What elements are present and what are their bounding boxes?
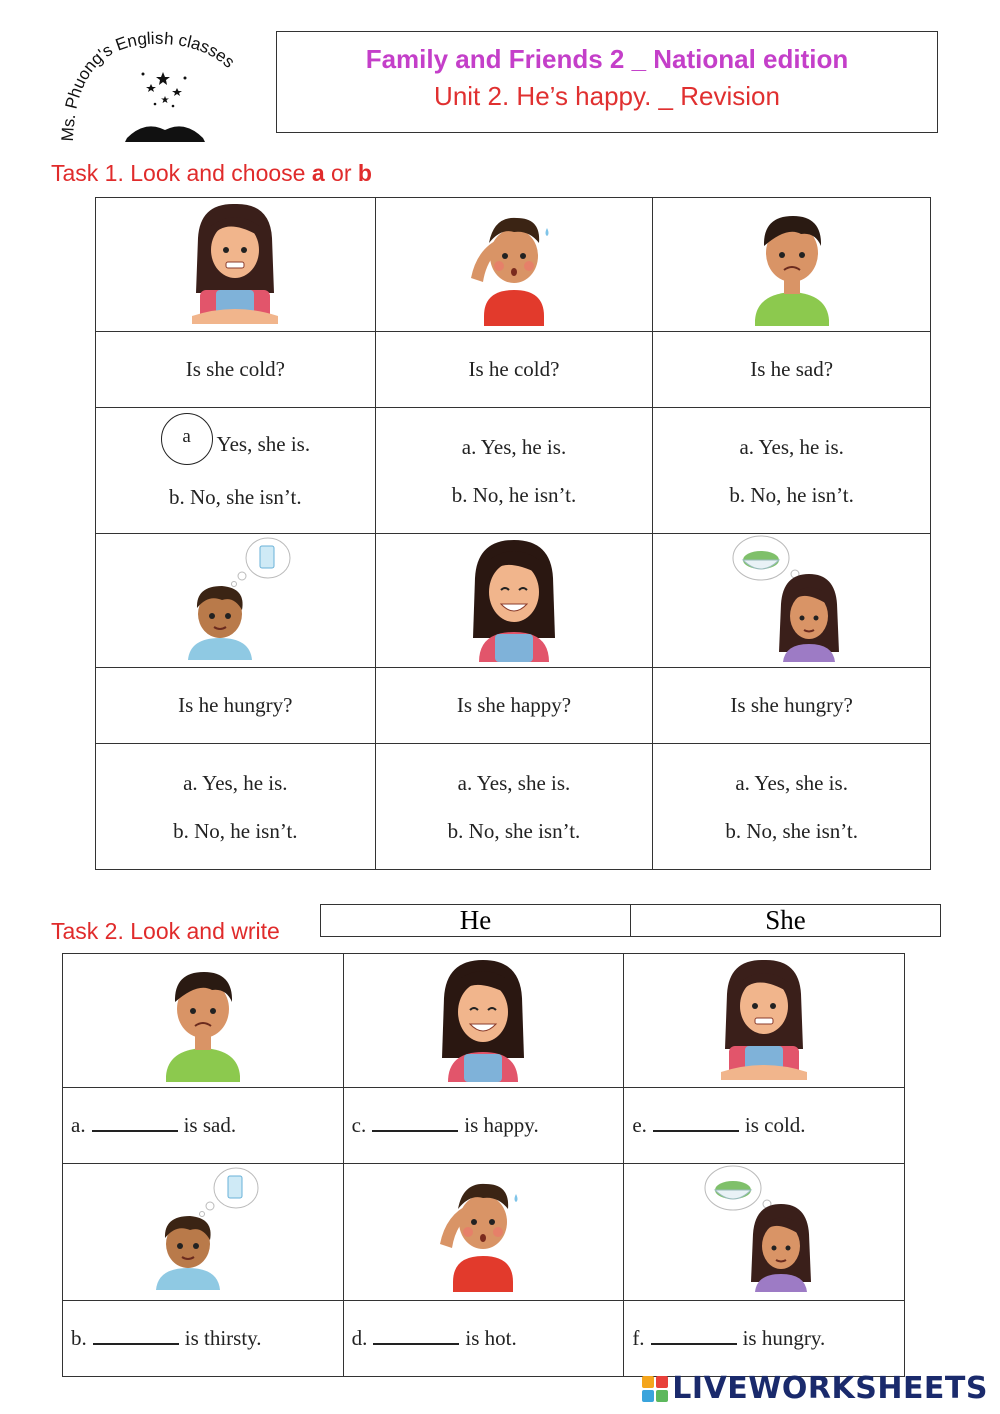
question: Is she happy?: [375, 668, 653, 744]
answer-blank[interactable]: [372, 1116, 458, 1132]
liveworksheets-logo-icon: [642, 1376, 668, 1402]
answer-option-a[interactable]: a. Yes, he is.: [461, 434, 567, 459]
item-text: is sad.: [183, 1113, 237, 1137]
boy-sad-illustration: [727, 198, 857, 328]
question: Is she hungry?: [653, 668, 931, 744]
answer-cell: [375, 408, 653, 534]
task1-title-a: a: [311, 160, 325, 186]
question: Is he sad?: [653, 332, 931, 408]
answer-option-b[interactable]: b. No, he isn’t.: [173, 818, 298, 843]
answer-option-a[interactable]: a. Yes, she is.: [457, 770, 571, 795]
item-letter: a.: [71, 1113, 86, 1137]
item-text: is thirsty.: [184, 1326, 262, 1350]
item-text: is hungry.: [742, 1326, 826, 1350]
task1-title: [51, 160, 372, 187]
picture-cell: [343, 1164, 624, 1301]
item-text: is cold.: [744, 1113, 806, 1137]
answer-circle[interactable]: a: [161, 413, 213, 465]
item-letter: e.: [632, 1113, 647, 1137]
answer-cell: [653, 744, 931, 870]
item-text: is happy.: [464, 1113, 539, 1137]
girl-happy-illustration: [449, 534, 579, 664]
fill-in-item: [624, 1301, 905, 1377]
answer-option-b[interactable]: b. No, she isn’t.: [725, 818, 858, 843]
fill-in-item: [63, 1301, 344, 1377]
boy-sad-illustration: [138, 954, 268, 1084]
answer-option-a[interactable]: [96, 420, 375, 472]
item-letter: f.: [632, 1326, 645, 1350]
svg-text:Ms. Phuong's English classes: [58, 30, 238, 142]
girl-cold-illustration: [699, 954, 829, 1084]
picture-cell: [375, 534, 653, 668]
logo: [55, 30, 270, 145]
picture-cell: [63, 954, 344, 1088]
question: Is he cold?: [375, 332, 653, 408]
picture-cell: [96, 198, 376, 332]
answer-cell: [653, 408, 931, 534]
picture-cell: [343, 954, 624, 1088]
footer-brand-text: LIVEWORKSHEETS: [672, 1371, 988, 1406]
answer-option-b[interactable]: b. No, she isn’t.: [169, 484, 302, 509]
picture-cell: [375, 198, 653, 332]
answer-option-a[interactable]: a. Yes, he is.: [183, 770, 288, 795]
task1-grid: [95, 197, 931, 870]
answer-option-a[interactable]: a. Yes, he is.: [739, 434, 844, 459]
boy-thirsty-illustration: [170, 534, 300, 664]
word-bank-he[interactable]: He: [321, 905, 631, 937]
fill-in-item: [343, 1301, 624, 1377]
answer-blank[interactable]: [653, 1116, 739, 1132]
picture-cell: [653, 198, 931, 332]
picture-cell: [653, 534, 931, 668]
answer-cell: [96, 744, 376, 870]
item-text: is hot.: [465, 1326, 517, 1350]
worksheet-title: Family and Friends 2 _ National edition: [365, 44, 849, 74]
open-book-stars-icon: [55, 30, 270, 145]
picture-cell: [624, 1164, 905, 1301]
item-letter: d.: [351, 1326, 368, 1350]
logo-text: Ms. Phuong's English classes: [57, 30, 239, 142]
task2-grid: [62, 953, 905, 1377]
fill-in-item: [343, 1088, 624, 1164]
answer-option-b[interactable]: b. No, he isn’t.: [451, 482, 577, 507]
answer-blank[interactable]: [651, 1329, 737, 1345]
question: Is he hungry?: [96, 668, 376, 744]
answer-option-b[interactable]: b. No, she isn’t.: [447, 818, 581, 843]
boy-hot-illustration: [418, 1164, 548, 1294]
question: Is she cold?: [96, 332, 376, 408]
boy-hot-illustration: [449, 198, 579, 328]
girl-happy-illustration: [418, 954, 548, 1084]
answer-blank[interactable]: [93, 1329, 179, 1345]
girl-hungry-illustration: [699, 1164, 829, 1294]
answer-option-a[interactable]: a. Yes, she is.: [735, 770, 848, 795]
word-bank-she[interactable]: She: [631, 905, 941, 937]
item-letter: b.: [71, 1326, 87, 1350]
word-bank: [320, 904, 941, 937]
task1-title-or: or: [324, 160, 358, 186]
answer-blank[interactable]: [373, 1329, 459, 1345]
fill-in-item: [624, 1088, 905, 1164]
picture-cell: [624, 954, 905, 1088]
task2-title: Task 2. Look and write: [51, 918, 280, 944]
answer-blank[interactable]: [92, 1116, 178, 1132]
girl-hungry-illustration: [727, 534, 857, 664]
picture-cell: [63, 1164, 344, 1301]
worksheet-subtitle: Unit 2. He’s happy. _ Revision: [434, 81, 780, 111]
answer-cell: [375, 744, 653, 870]
answer-a-text: Yes, she is.: [216, 432, 311, 457]
answer-option-b[interactable]: b. No, he isn’t.: [729, 482, 854, 507]
footer-brand[interactable]: [642, 1371, 988, 1406]
boy-thirsty-illustration: [138, 1164, 268, 1294]
answer-cell: [96, 408, 376, 534]
picture-cell: [96, 534, 376, 668]
item-letter: c.: [351, 1113, 367, 1137]
title-box: [276, 31, 938, 133]
fill-in-item: [63, 1088, 344, 1164]
girl-cold-illustration: [170, 198, 300, 328]
task1-title-b: b: [357, 160, 372, 186]
task1-title-text: Task 1. Look and choose: [51, 160, 312, 186]
